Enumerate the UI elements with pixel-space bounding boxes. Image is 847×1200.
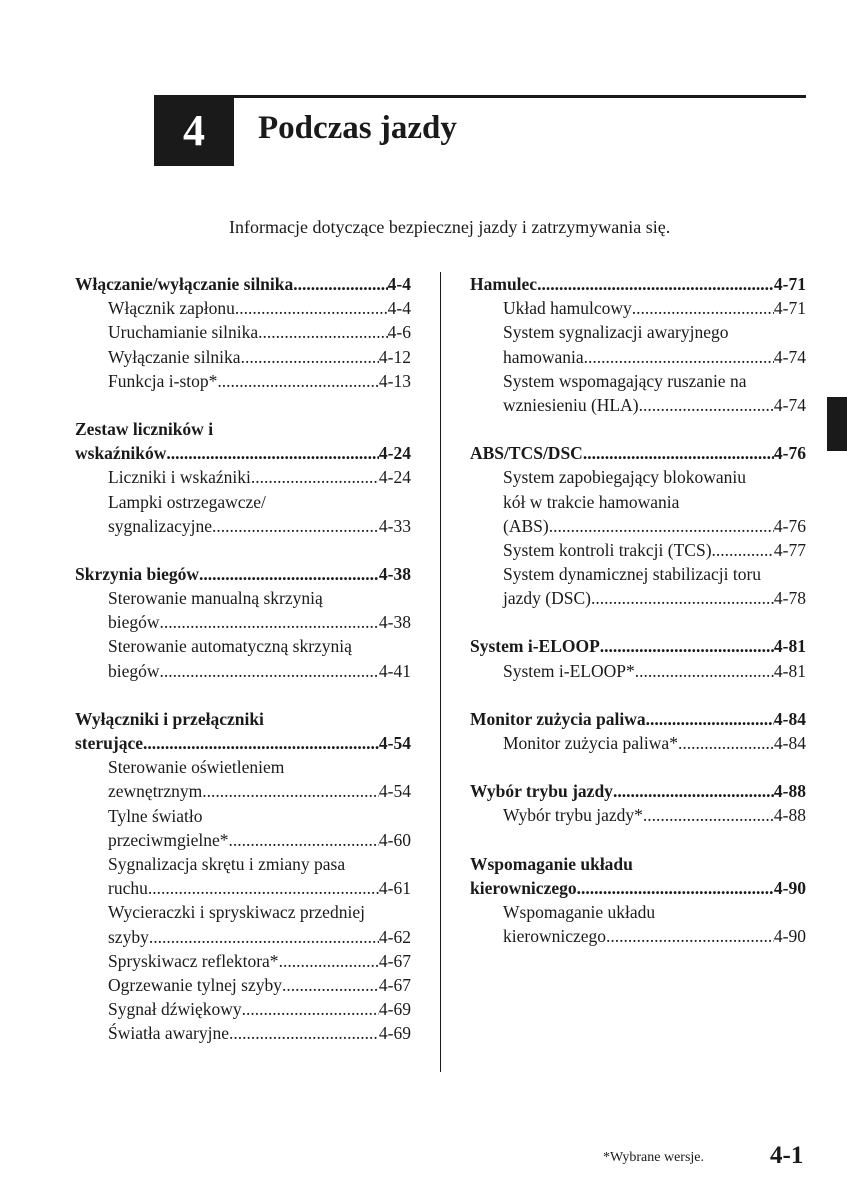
toc-section <box>470 779 806 827</box>
toc-page-ref: 4-13 <box>378 370 411 391</box>
toc-entry-line[interactable] <box>470 562 806 586</box>
toc-entry-line[interactable] <box>75 876 411 900</box>
toc-entry-line[interactable] <box>470 465 806 489</box>
toc-entry-text: ABS/TCS/DSC <box>470 443 583 464</box>
dot-leader <box>635 659 774 683</box>
toc-entry-text: System zapobiegający blokowaniu <box>503 467 746 488</box>
toc-entry-text: Wspomaganie układu <box>503 901 656 922</box>
dot-leader <box>199 562 379 586</box>
toc-entry-line[interactable] <box>75 490 411 514</box>
dot-leader <box>282 973 379 997</box>
dot-leader <box>160 610 379 634</box>
toc-entry-line[interactable] <box>75 755 411 779</box>
toc-page-ref: 4-71 <box>773 298 806 319</box>
dot-leader <box>549 514 774 538</box>
toc-entry-text: Włącznik zapłonu <box>108 298 235 319</box>
toc-page-ref: 4-90 <box>773 926 806 947</box>
toc-page-ref: 4-74 <box>773 394 806 415</box>
toc-entry-text: Liczniki i wskaźniki <box>108 467 251 488</box>
toc-entry-text: Funkcja i-stop* <box>108 370 218 391</box>
chapter-title: Podczas jazdy <box>258 110 457 146</box>
toc-entry-text: kierowniczego <box>503 926 607 947</box>
toc-section <box>470 441 806 610</box>
toc-section <box>470 852 806 949</box>
toc-entry-text: sterujące <box>75 733 144 753</box>
toc-page-ref: 4-12 <box>378 346 411 367</box>
dot-leader <box>149 925 379 949</box>
toc-entry-text: zewnętrznym <box>108 781 203 802</box>
toc-entry-text: Spryskiwacz reflektora* <box>108 950 279 971</box>
toc-section-heading-line[interactable] <box>470 634 806 658</box>
dot-leader <box>537 272 774 296</box>
dot-leader <box>242 997 379 1021</box>
toc-section-heading-line[interactable] <box>470 707 806 731</box>
toc-entry-line[interactable] <box>470 659 806 683</box>
toc-page-ref: 4-38 <box>378 612 411 633</box>
footnote: *Wybrane wersje. <box>603 1150 705 1165</box>
toc-entry-line[interactable] <box>75 852 411 876</box>
toc-section-heading-line[interactable] <box>470 272 806 296</box>
chapter-number-box <box>154 95 234 166</box>
toc-page-ref: 4-67 <box>378 950 411 971</box>
dot-leader <box>160 659 379 683</box>
toc-page-ref: 4-54 <box>378 781 411 802</box>
toc-entry-line[interactable] <box>75 634 411 658</box>
toc-entry-line[interactable] <box>75 900 411 924</box>
toc-entry-text: Skrzynia biegów <box>75 563 199 584</box>
dot-leader <box>577 876 774 900</box>
dot-leader <box>251 465 379 489</box>
toc-entry-line[interactable] <box>470 514 806 538</box>
toc-section <box>470 634 806 682</box>
dot-leader <box>583 441 774 465</box>
toc-page-ref: 4-84 <box>773 733 806 753</box>
toc-section-heading-line[interactable] <box>75 707 411 731</box>
dot-leader <box>258 320 388 344</box>
toc-entry-text: przeciwmgielne* <box>108 829 229 850</box>
toc-page-ref: 4-4 <box>387 298 411 319</box>
toc-page-ref: 4-62 <box>378 926 411 947</box>
dot-leader <box>646 707 774 731</box>
column-divider <box>440 272 441 1072</box>
toc-entry-line[interactable] <box>470 345 806 369</box>
toc-section-heading-line[interactable] <box>470 876 806 900</box>
toc-entry-text: Wspomaganie układu <box>470 853 633 874</box>
dot-leader <box>202 779 379 803</box>
toc-entry-text: Ogrzewanie tylnej szyby <box>108 974 282 995</box>
toc-entry-text: Układ hamulcowy <box>503 298 632 319</box>
toc-entry-text: biegów <box>108 660 160 681</box>
toc-entry-text: wskaźników <box>75 443 167 464</box>
toc-section <box>470 707 806 755</box>
dot-leader <box>229 1021 379 1045</box>
toc-entry-text: Wybór trybu jazdy <box>470 781 613 802</box>
toc-entry-text: biegów <box>108 612 160 633</box>
toc-entry-text: Uruchamianie silnika <box>108 322 259 343</box>
toc-entry-line[interactable] <box>470 586 806 610</box>
dot-leader <box>293 272 387 296</box>
toc-entry-text: kierowniczego <box>470 877 577 898</box>
toc-right-column <box>470 272 806 972</box>
toc-page-ref: 4-84 <box>773 708 806 729</box>
toc-page-ref: 4-76 <box>773 515 806 536</box>
dot-leader <box>143 731 379 755</box>
toc-page-ref: 4-24 <box>378 467 411 488</box>
toc-entry-text: System i-ELOOP <box>470 636 600 657</box>
dot-leader <box>613 779 774 803</box>
chapter-thumb-tab <box>827 397 847 451</box>
toc-section-heading-line[interactable] <box>75 272 411 296</box>
toc-page-ref: 4-81 <box>773 636 806 657</box>
toc-entry-line[interactable] <box>470 393 806 417</box>
toc-entry-text: Tylne światło <box>108 805 203 826</box>
toc-entry-text: Wyłączniki i przełączniki <box>75 708 264 729</box>
toc-entry-text: kół w trakcie hamowania <box>503 491 680 512</box>
toc-page-ref: 4-60 <box>378 829 411 850</box>
toc-entry-line[interactable] <box>470 538 806 562</box>
toc-entry-line[interactable] <box>470 803 806 827</box>
toc-entry-line[interactable] <box>75 779 411 803</box>
toc-page-ref: 4-77 <box>773 539 806 560</box>
toc-entry-text: Monitor zużycia paliwa* <box>503 733 678 753</box>
toc-page-ref: 4-67 <box>378 974 411 995</box>
toc-section-heading-line[interactable] <box>75 417 411 441</box>
toc-page-ref: 4-38 <box>378 563 411 584</box>
toc-entry-text: System i-ELOOP* <box>503 660 635 681</box>
dot-leader <box>606 924 774 948</box>
toc-entry-line[interactable] <box>75 949 411 973</box>
toc-entry-text: Włączanie/wyłączanie silnika <box>75 274 294 294</box>
toc-section-heading-line[interactable] <box>75 441 411 465</box>
toc-entry-line[interactable] <box>75 320 411 344</box>
toc-entry-text: Wybór trybu jazdy* <box>503 805 643 826</box>
dot-leader <box>217 369 379 393</box>
toc-entry-line[interactable] <box>470 731 806 755</box>
toc-entry-line[interactable] <box>75 610 411 634</box>
toc-entry-text: szyby <box>108 926 149 947</box>
toc-entry-text: Światła awaryjne <box>108 1023 229 1044</box>
dot-leader <box>212 514 379 538</box>
toc-entry-line[interactable] <box>75 465 411 489</box>
toc-section <box>75 272 411 393</box>
toc-page-ref: 4-33 <box>378 515 411 536</box>
toc-entry-text: Sterowanie oświetleniem <box>108 757 285 778</box>
dot-leader <box>584 345 774 369</box>
toc-page-ref: 4-88 <box>773 805 806 826</box>
toc-entry-text: Lampki ostrzegawcze/ <box>108 491 266 512</box>
dot-leader <box>591 586 774 610</box>
dot-leader <box>166 441 379 465</box>
toc-entry-text: Monitor zużycia paliwa <box>470 708 646 729</box>
toc-page-ref: 4-88 <box>773 781 806 802</box>
dot-leader <box>148 876 379 900</box>
toc-page-ref: 4-4 <box>387 274 411 294</box>
toc-entry-text: Sygnalizacja skrętu i zmiany pasa <box>108 853 346 874</box>
toc-page-ref: 4-69 <box>378 999 411 1020</box>
chapter-number: 4 <box>183 106 205 155</box>
toc-entry-text: hamowania <box>503 346 584 367</box>
toc-entry-line[interactable] <box>470 900 806 924</box>
toc-entry-text: jazdy (DSC) <box>503 588 591 609</box>
toc-entry-line[interactable] <box>75 1021 411 1045</box>
dot-leader <box>712 538 774 562</box>
toc-page-ref: 4-6 <box>387 322 411 343</box>
header-rule <box>234 95 806 98</box>
toc-entry-line[interactable] <box>75 997 411 1021</box>
toc-page-ref: 4-41 <box>378 660 411 681</box>
toc-entry-text: sygnalizacyjne <box>108 515 212 536</box>
toc-entry-line[interactable] <box>75 659 411 683</box>
toc-entry-line[interactable] <box>75 973 411 997</box>
toc-entry-line[interactable] <box>75 804 411 828</box>
toc-entry-text: System kontroli trakcji (TCS) <box>503 539 712 560</box>
toc-page-ref: 4-61 <box>378 878 411 899</box>
toc-entry-text: Zestaw liczników i <box>75 418 214 439</box>
toc-entry-line[interactable] <box>75 369 411 393</box>
chapter-intro: Informacje dotyczące bezpiecznej jazdy i zatrzymywania się. <box>229 217 671 237</box>
toc-page-ref: 4-71 <box>773 274 806 294</box>
toc-page-ref: 4-54 <box>378 733 411 753</box>
dot-leader <box>643 803 774 827</box>
toc-entry-text: System dynamicznej stabilizacji toru <box>503 564 762 585</box>
dot-leader <box>632 296 774 320</box>
toc-entry-text: wzniesieniu (HLA) <box>503 394 639 415</box>
toc-entry-text: Sterowanie automatyczną skrzynią <box>108 636 352 657</box>
toc-entry-line[interactable] <box>75 925 411 949</box>
toc-entry-text: Sygnał dźwiękowy <box>108 999 242 1020</box>
toc-entry-text: System wspomagający ruszanie na <box>503 370 747 391</box>
toc-entry-line[interactable] <box>470 924 806 948</box>
page-number: 4-1 <box>770 1142 804 1169</box>
toc-entry-text: Wyłączanie silnika <box>108 346 241 367</box>
dot-leader <box>678 731 774 755</box>
toc-section-heading-line[interactable] <box>470 852 806 876</box>
toc-page-ref: 4-69 <box>378 1023 411 1044</box>
dot-leader <box>235 296 388 320</box>
toc-page-ref: 4-24 <box>378 443 411 464</box>
toc-entry-text: Sterowanie manualną skrzynią <box>108 588 323 609</box>
toc-section-heading-line[interactable] <box>470 441 806 465</box>
toc-page-ref: 4-90 <box>773 877 806 898</box>
toc-entry-line[interactable] <box>470 369 806 393</box>
toc-entry-line[interactable] <box>470 490 806 514</box>
toc-section-heading-line[interactable] <box>75 731 411 755</box>
toc-entry-line[interactable] <box>75 514 411 538</box>
toc-entry-line[interactable] <box>75 345 411 369</box>
toc-page-ref: 4-81 <box>773 660 806 681</box>
toc-entry-text: ruchu <box>108 878 148 899</box>
toc-section <box>470 272 806 417</box>
toc-entry-line[interactable] <box>470 320 806 344</box>
toc-section-heading-line[interactable] <box>75 562 411 586</box>
toc-entry-line[interactable] <box>75 296 411 320</box>
toc-page-ref: 4-76 <box>773 443 806 464</box>
toc-section <box>75 562 411 683</box>
toc-section <box>75 417 411 538</box>
toc-section <box>75 707 411 1046</box>
toc-section-heading-line[interactable] <box>470 779 806 803</box>
toc-entry-text: (ABS) <box>503 515 549 536</box>
dot-leader <box>241 345 379 369</box>
toc-entry-line[interactable] <box>470 296 806 320</box>
dot-leader <box>600 634 774 658</box>
toc-page-ref: 4-74 <box>773 346 806 367</box>
toc-entry-text: Hamulec <box>470 274 538 294</box>
dot-leader <box>639 393 774 417</box>
toc-page-ref: 4-78 <box>773 588 806 609</box>
toc-entry-text: Wycieraczki i spryskiwacz przedniej <box>108 902 365 923</box>
dot-leader <box>279 949 379 973</box>
dot-leader <box>229 828 379 852</box>
toc-entry-line[interactable] <box>75 586 411 610</box>
toc-entry-line[interactable] <box>75 828 411 852</box>
toc-entry-text: System sygnalizacji awaryjnego <box>503 322 729 343</box>
toc-left-column <box>75 272 411 1069</box>
